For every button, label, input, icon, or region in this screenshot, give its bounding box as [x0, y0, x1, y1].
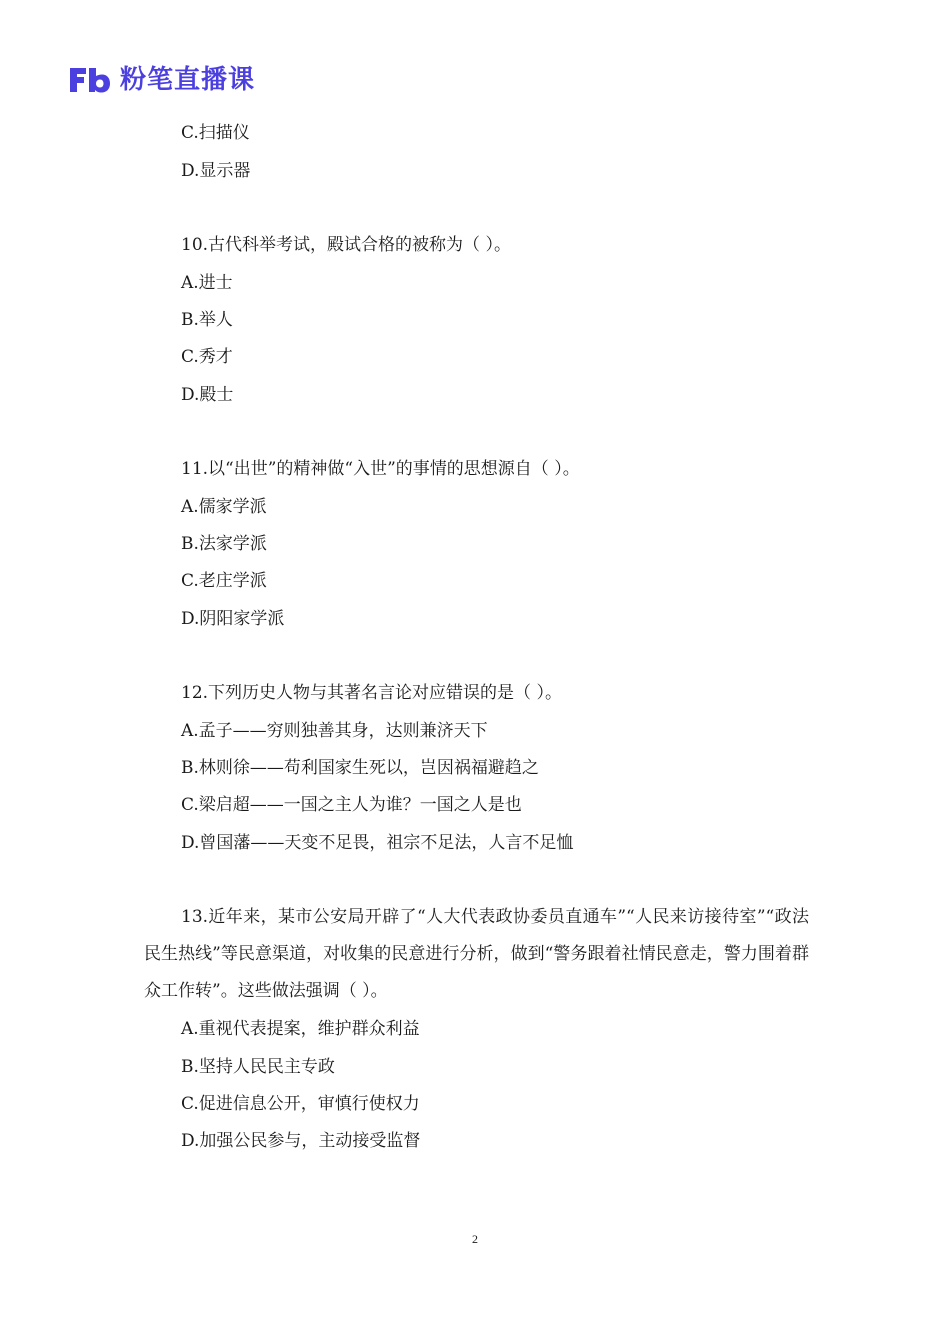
q11-option-d: D.阴阳家学派 [181, 609, 285, 629]
q12-option-b: B.林则徐——苟利国家生死以，岂因祸福避趋之 [181, 758, 539, 778]
q11-option-b: B.法家学派 [181, 534, 267, 554]
logo-text: 粉笔直播课 [120, 65, 256, 95]
q12-option-c: C.梁启超——一国之主人为谁？一国之人是也 [181, 795, 522, 815]
q12-option-a: A.孟子——穷则独善其身，达则兼济天下 [181, 721, 488, 741]
page-number: 2 [472, 1232, 478, 1246]
q11-stem: 11.以“出世”的精神做“入世”的事情的思想源自（ ）。 [181, 459, 580, 479]
fenbi-logo-icon [68, 66, 112, 94]
q10-option-c: C.秀才 [181, 347, 233, 367]
q9-option-c: C.扫描仪 [181, 123, 250, 143]
q12-option-d: D.曾国藩——天变不足畏，祖宗不足法，人言不足恤 [181, 833, 574, 853]
q11-option-c: C.老庄学派 [181, 571, 267, 591]
q13-option-b: B.坚持人民民主专政 [181, 1057, 335, 1077]
q13-option-d: D.加强公民参与，主动接受监督 [181, 1131, 421, 1151]
q13-stem: 13.近年来，某市公安局开辟了“人大代表政协委员直通车”“人民来访接待室”“政法民生热线”等民意渠道，对收集的民意进行分析，做到“警务跟着社情民意走，警力围着群众工作转”。这些做法强调（ ）。 [144, 907, 809, 1001]
q10-stem: 10.古代科举考试，殿试合格的被称为（ ）。 [181, 235, 511, 255]
q10-option-a: A.进士 [181, 273, 233, 293]
q10-option-b: B.举人 [181, 310, 233, 330]
q10-option-d: D.殿士 [181, 385, 234, 405]
q12-stem: 12.下列历史人物与其著名言论对应错误的是（ ）。 [181, 683, 562, 703]
q13-option-a: A.重视代表提案，维护群众利益 [181, 1019, 420, 1039]
q9-option-d: D.显示器 [181, 161, 251, 181]
q13-option-c: C.促进信息公开，审慎行使权力 [181, 1094, 420, 1114]
brand-logo [68, 62, 255, 98]
q11-option-a: A.儒家学派 [181, 497, 267, 517]
